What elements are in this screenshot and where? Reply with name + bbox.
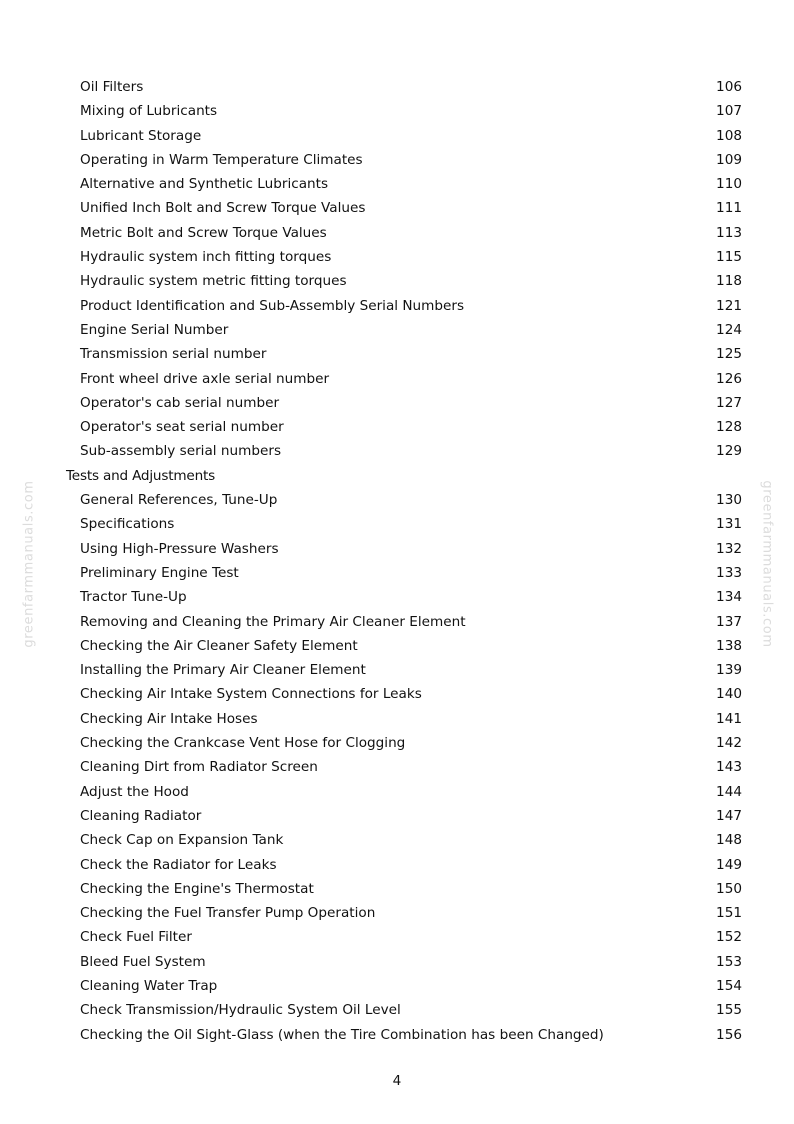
- entry-page-number: 121: [716, 297, 742, 314]
- entry-title: Adjust the Hood: [80, 783, 189, 800]
- entry-page-number: 132: [716, 540, 742, 557]
- toc-entry[interactable]: [0, 658, 794, 682]
- entry-title: Checking Air Intake Hoses: [80, 710, 258, 727]
- page-number: 4: [392, 1073, 402, 1089]
- entry-title: Alternative and Synthetic Lubricants: [80, 176, 329, 193]
- entry-page-number: 142: [716, 735, 742, 752]
- entry-page-number: 128: [716, 419, 742, 436]
- toc-entry[interactable]: [0, 367, 794, 391]
- entry-title: Checking the Engine's Thermostat: [80, 880, 314, 897]
- entry-page-number: 149: [716, 856, 742, 873]
- entry-title: Front wheel drive axle serial number: [80, 370, 330, 387]
- entry-page-number: 148: [716, 832, 742, 849]
- toc-entry[interactable]: [0, 731, 794, 755]
- entry-title: Preliminary Engine Test: [80, 564, 239, 581]
- entry-page-number: 107: [716, 103, 742, 120]
- toc-entry[interactable]: [0, 415, 794, 439]
- entry-page-number: 138: [716, 637, 742, 654]
- section-title: Tests and Adjustments: [66, 467, 215, 484]
- entry-title: Lubricant Storage: [80, 127, 202, 144]
- entry-page-number: 153: [716, 953, 742, 970]
- toc-entry[interactable]: [0, 634, 794, 658]
- entry-page-number: 113: [716, 224, 742, 241]
- entry-page-number: 127: [716, 394, 742, 411]
- entry-title: Removing and Cleaning the Primary Air Cleaner Element: [80, 613, 466, 630]
- entry-title: Engine Serial Number: [80, 321, 229, 338]
- entry-page-number: 151: [716, 905, 742, 922]
- entry-title: General References, Tune-Up: [80, 492, 278, 509]
- entry-title: Check Cap on Expansion Tank: [80, 832, 284, 849]
- entry-title: Mixing of Lubricants: [80, 103, 218, 120]
- entry-page-number: 152: [716, 929, 742, 946]
- entry-title: Check the Radiator for Leaks: [80, 856, 277, 873]
- entry-title: Operator's cab serial number: [80, 394, 280, 411]
- entry-title: Unified Inch Bolt and Screw Torque Values: [80, 200, 366, 217]
- entry-title: Checking the Fuel Transfer Pump Operation: [80, 905, 376, 922]
- toc-entry[interactable]: [0, 99, 794, 123]
- entry-page-number: 130: [716, 492, 742, 509]
- toc-entry[interactable]: [0, 682, 794, 706]
- entry-page-number: 118: [716, 273, 742, 290]
- watermark-right: greenfarmmanuals.com: [759, 480, 775, 648]
- entry-title: Cleaning Radiator: [80, 807, 202, 824]
- toc-entry[interactable]: [0, 1023, 794, 1047]
- toc-entry[interactable]: [0, 853, 794, 877]
- entry-page-number: 143: [716, 759, 742, 776]
- entry-page-number: 147: [716, 807, 742, 824]
- toc-entry[interactable]: [0, 780, 794, 804]
- entry-page-number: 109: [716, 151, 742, 168]
- entry-title: Check Transmission/Hydraulic System Oil Level: [80, 1002, 401, 1019]
- toc-entry[interactable]: [0, 245, 794, 269]
- entry-title: Hydraulic system metric fitting torques: [80, 273, 347, 290]
- entry-title: Installing the Primary Air Cleaner Element: [80, 662, 366, 679]
- entry-page-number: 154: [716, 977, 742, 994]
- toc-entry[interactable]: [0, 294, 794, 318]
- entry-title: Hydraulic system inch fitting torques: [80, 249, 332, 266]
- entry-title: Tractor Tune-Up: [80, 589, 187, 606]
- toc-entry[interactable]: [0, 610, 794, 634]
- toc-entry[interactable]: [0, 804, 794, 828]
- entry-title: Oil Filters: [80, 79, 144, 95]
- toc-entry[interactable]: [0, 998, 794, 1022]
- entry-title: Cleaning Water Trap: [80, 977, 218, 994]
- toc-entry[interactable]: [0, 877, 794, 901]
- entry-title: Operating in Warm Temperature Climates: [80, 151, 363, 168]
- toc-entry[interactable]: [0, 512, 794, 536]
- entry-page-number: 110: [716, 176, 742, 193]
- toc-entry[interactable]: [0, 124, 794, 148]
- toc-entry[interactable]: [0, 585, 794, 609]
- entry-page-number: 108: [716, 127, 742, 144]
- toc-entry[interactable]: [0, 196, 794, 220]
- watermark-left: greenfarmmanuals.com: [21, 480, 37, 648]
- toc-entry[interactable]: [0, 318, 794, 342]
- entry-title: Checking the Crankcase Vent Hose for Clogging: [80, 735, 406, 752]
- entry-title: Transmission serial number: [80, 346, 267, 363]
- toc-entry[interactable]: [0, 391, 794, 415]
- toc-entry[interactable]: [0, 561, 794, 585]
- toc-entry[interactable]: [0, 537, 794, 561]
- entry-page-number: 150: [716, 880, 742, 897]
- toc-entry[interactable]: [0, 269, 794, 293]
- entry-page-number: 125: [716, 346, 742, 363]
- entry-page-number: 131: [716, 516, 742, 533]
- toc-entry[interactable]: [0, 755, 794, 779]
- toc-section-heading: [0, 464, 794, 488]
- toc-entry[interactable]: [0, 342, 794, 366]
- entry-page-number: 129: [716, 443, 742, 460]
- entry-page-number: 133: [716, 564, 742, 581]
- entry-page-number: 115: [716, 249, 742, 266]
- entry-page-number: 137: [716, 613, 742, 630]
- entry-title: Checking the Oil Sight-Glass (when the Tire Combination has been Changed): [80, 1026, 604, 1043]
- table-of-contents: [0, 75, 794, 1047]
- toc-entry[interactable]: [0, 828, 794, 852]
- toc-entry[interactable]: [0, 75, 794, 99]
- toc-entry[interactable]: [0, 901, 794, 925]
- entry-page-number: 156: [716, 1026, 742, 1043]
- entry-page-number: 126: [716, 370, 742, 387]
- toc-entry[interactable]: [0, 148, 794, 172]
- entry-title: Specifications: [80, 516, 175, 533]
- entry-page-number: 106: [716, 79, 742, 95]
- entry-title: Operator's seat serial number: [80, 419, 284, 436]
- entry-title: Product Identification and Sub-Assembly Serial Numbers: [80, 297, 465, 314]
- entry-page-number: 144: [716, 783, 742, 800]
- entry-page-number: 139: [716, 662, 742, 679]
- toc-entry[interactable]: [0, 707, 794, 731]
- entry-title: Sub-assembly serial numbers: [80, 443, 282, 460]
- entry-title: Checking Air Intake System Connections for Leaks: [80, 686, 422, 703]
- entry-title: Cleaning Dirt from Radiator Screen: [80, 759, 318, 776]
- toc-entry[interactable]: [0, 439, 794, 463]
- entry-page-number: 111: [716, 200, 742, 217]
- toc-entry[interactable]: [0, 172, 794, 196]
- entry-page-number: 140: [716, 686, 742, 703]
- toc-entry[interactable]: [0, 488, 794, 512]
- entry-title: Checking the Air Cleaner Safety Element: [80, 637, 358, 654]
- entry-page-number: 134: [716, 589, 742, 606]
- toc-entry[interactable]: [0, 974, 794, 998]
- toc-entry[interactable]: [0, 925, 794, 949]
- toc-entry[interactable]: [0, 221, 794, 245]
- entry-page-number: 155: [716, 1002, 742, 1019]
- entry-page-number: 124: [716, 321, 742, 338]
- entry-title: Check Fuel Filter: [80, 929, 192, 946]
- entry-title: Metric Bolt and Screw Torque Values: [80, 224, 327, 241]
- toc-entry[interactable]: [0, 950, 794, 974]
- entry-title: Bleed Fuel System: [80, 953, 206, 970]
- entry-page-number: 141: [716, 710, 742, 727]
- entry-title: Using High-Pressure Washers: [80, 540, 279, 557]
